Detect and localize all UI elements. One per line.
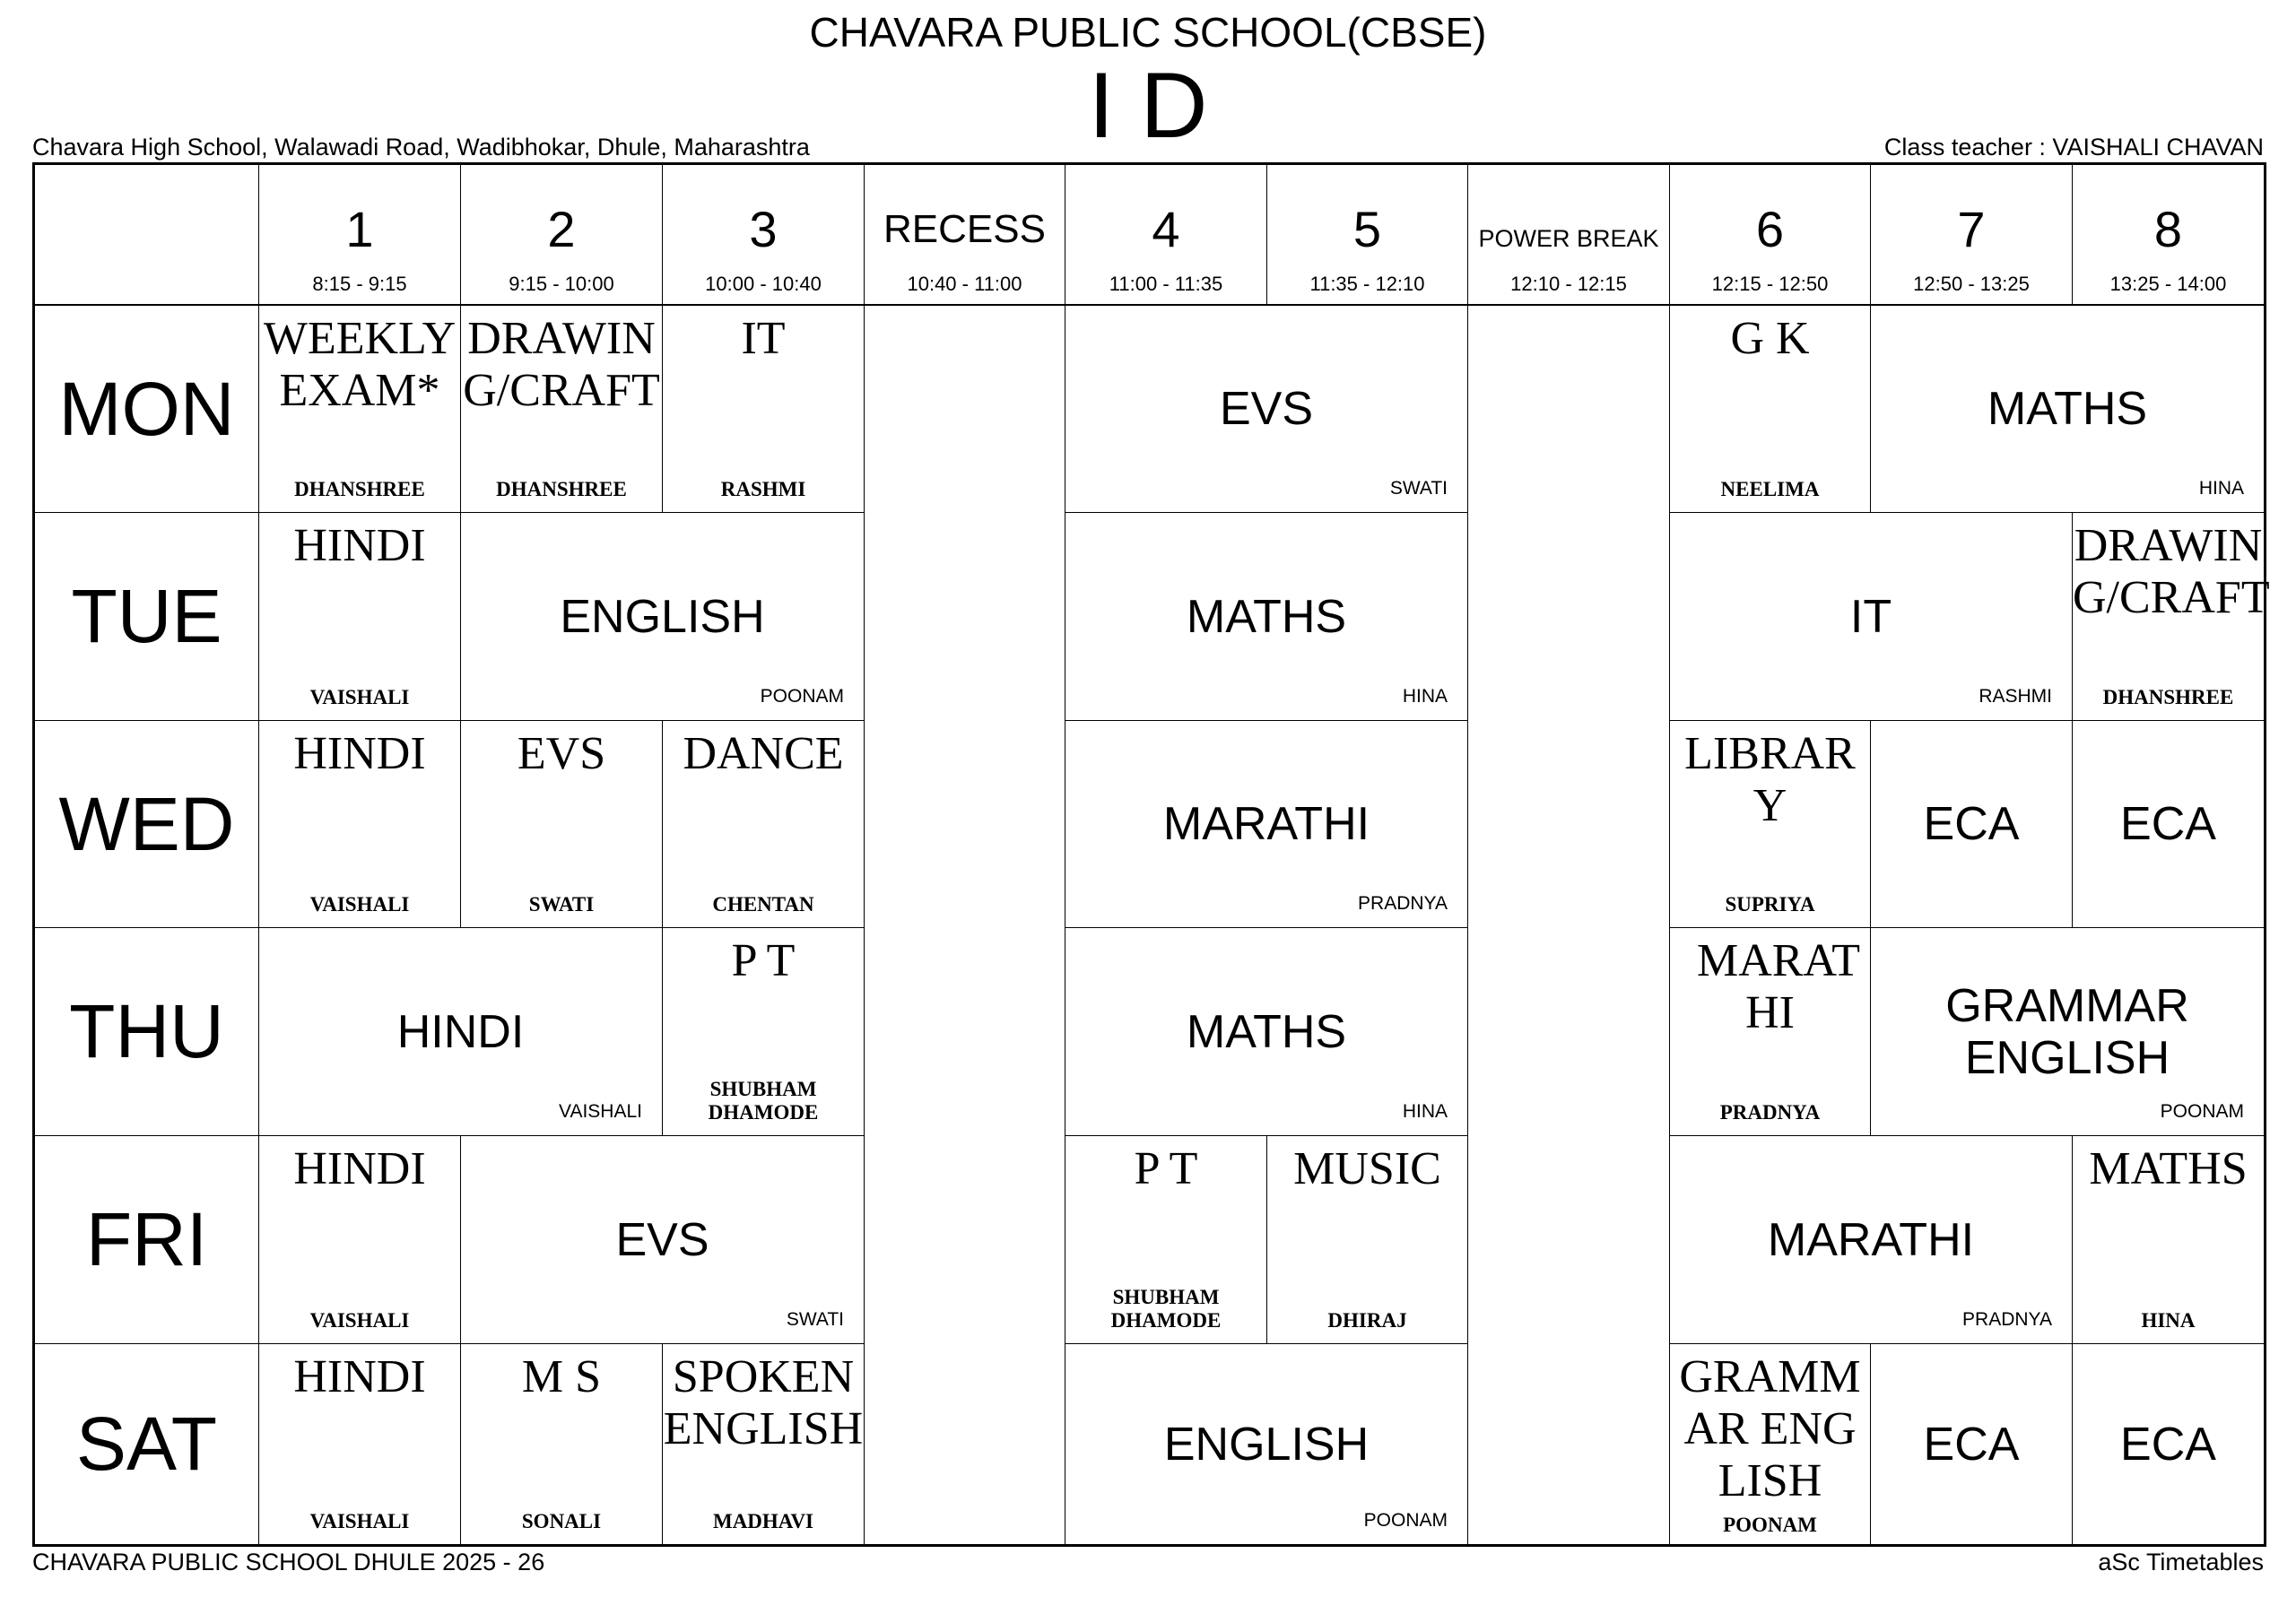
lesson-teacher: SWATI <box>786 1309 844 1330</box>
lesson-subject: IT <box>1849 590 1892 643</box>
lesson-subject: MATHS <box>1987 383 2148 435</box>
lesson-cell-double <box>1065 721 1468 928</box>
lesson-subject: DRAWIN G/CRAFT <box>463 313 660 416</box>
period-number: 3 <box>749 201 778 257</box>
lesson-teacher: RASHMI <box>720 478 806 500</box>
lesson-subject: SPOKEN ENGLISH <box>663 1351 864 1454</box>
lesson-subject: MATHS <box>1186 1005 1347 1058</box>
class-teacher: Class teacher : VAISHALI CHAVAN <box>1883 134 2264 161</box>
lesson-teacher: POONAM <box>2160 1101 2244 1122</box>
lesson-cell <box>461 1344 663 1544</box>
lesson-cell <box>1871 721 2073 928</box>
period-time: 11:35 - 12:10 <box>1309 273 1425 295</box>
lesson-teacher: SHUBHAM DHAMODE <box>708 1078 819 1124</box>
lesson-teacher: PRADNYA <box>1962 1309 2052 1330</box>
class-name: I D <box>1088 54 1208 158</box>
lesson-cell <box>259 1136 461 1344</box>
lesson-cell <box>1670 306 1871 513</box>
lesson-cell <box>461 721 663 928</box>
lesson-subject: HINDI <box>293 1143 426 1194</box>
lesson-cell <box>259 1344 461 1544</box>
period-header <box>2073 165 2264 306</box>
period-header <box>461 165 663 306</box>
lesson-teacher: RASHMI <box>1979 686 2052 707</box>
lesson-cell-double <box>1670 513 2073 721</box>
lesson-teacher: SWATI <box>1389 478 1448 499</box>
lesson-subject: GRAMM AR ENG LISH <box>1679 1351 1861 1506</box>
day-label: WED <box>35 721 259 928</box>
lesson-subject: ENGLISH <box>560 590 765 643</box>
lesson-subject: DANCE <box>683 728 844 779</box>
lesson-teacher: HINA <box>2198 478 2244 499</box>
lesson-cell <box>1267 1136 1468 1344</box>
period-label: POWER BREAK <box>1478 225 1659 252</box>
school-address: Chavara High School, Walawadi Road, Wadibhokar, Dhule, Maharashtra <box>32 134 810 161</box>
recess-column <box>865 306 1065 1544</box>
lesson-teacher: SUPRIYA <box>1725 893 1815 916</box>
lesson-subject: HINDI <box>293 520 426 571</box>
lesson-cell <box>2073 1136 2264 1344</box>
lesson-subject: ECA <box>1923 798 2020 850</box>
day-label: SAT <box>35 1344 259 1544</box>
period-time: 9:15 - 10:00 <box>509 273 614 295</box>
lesson-subject: ECA <box>2120 798 2216 850</box>
day-label: FRI <box>35 1136 259 1344</box>
lesson-subject: ENGLISH <box>1163 1418 1370 1471</box>
lesson-teacher: HINA <box>1402 1101 1448 1122</box>
lesson-cell <box>1670 928 1871 1136</box>
school-name: CHAVARA PUBLIC SCHOOL(CBSE) <box>809 9 1487 56</box>
period-time: 11:00 - 11:35 <box>1109 273 1223 295</box>
period-header <box>1267 165 1468 306</box>
timetable-grid <box>32 162 2270 1547</box>
lesson-cell-double <box>1065 513 1468 721</box>
lesson-teacher: VAISHALI <box>309 893 410 916</box>
period-header <box>663 165 865 306</box>
lesson-teacher: DHANSHREE <box>2102 686 2234 708</box>
lesson-teacher: HINA <box>1402 686 1448 707</box>
lesson-subject: GRAMMAR ENGLISH <box>1945 979 2189 1084</box>
period-header <box>259 165 461 306</box>
lesson-teacher: VAISHALI <box>309 686 410 708</box>
lesson-teacher: DHIRAJ <box>1327 1309 1407 1332</box>
period-time: 12:10 - 12:15 <box>1510 273 1627 295</box>
lesson-cell <box>663 306 865 513</box>
lesson-teacher: SHUBHAM DHAMODE <box>1110 1286 1222 1332</box>
footer-generator: aSc Timetables <box>2098 1549 2264 1575</box>
lesson-subject: HINDI <box>293 1351 426 1402</box>
lesson-cell-double <box>1871 306 2264 513</box>
period-number: 4 <box>1152 201 1180 257</box>
lesson-cell-double <box>1065 306 1468 513</box>
period-time: 12:15 - 12:50 <box>1711 273 1829 295</box>
lesson-subject: EVS <box>1219 383 1314 435</box>
lesson-cell <box>1670 721 1871 928</box>
lesson-cell-double <box>1065 928 1468 1136</box>
period-header <box>1670 165 1871 306</box>
lesson-teacher: NEELIMA <box>1720 478 1820 500</box>
period-number: 1 <box>345 201 374 257</box>
lesson-cell-double <box>1871 928 2264 1136</box>
lesson-subject: HINDI <box>396 1005 525 1058</box>
lesson-subject: MATHS <box>1186 590 1347 643</box>
period-label: RECESS <box>883 207 1046 251</box>
period-header <box>1065 165 1267 306</box>
recess-header <box>865 165 1065 306</box>
footer-school-year: CHAVARA PUBLIC SCHOOL DHULE 2025 - 26 <box>32 1549 545 1575</box>
lesson-cell <box>1065 1136 1267 1344</box>
lesson-cell-double <box>1065 1344 1468 1544</box>
lesson-teacher: VAISHALI <box>309 1510 410 1532</box>
period-number: 8 <box>2153 201 2183 257</box>
lesson-subject: ECA <box>2120 1418 2216 1471</box>
lesson-cell <box>663 721 865 928</box>
lesson-subject: G K <box>1730 313 1810 364</box>
lesson-teacher: VAISHALI <box>309 1309 410 1332</box>
lesson-subject: EVS <box>517 728 606 779</box>
lesson-cell <box>259 306 461 513</box>
period-time: 13:25 - 14:00 <box>2109 273 2227 295</box>
lesson-teacher: POONAM <box>1723 1514 1817 1536</box>
lesson-cell <box>663 928 865 1136</box>
lesson-cell <box>259 721 461 928</box>
lesson-subject: DRAWIN G/CRAFT <box>2073 520 2270 623</box>
lesson-teacher: VAISHALI <box>559 1101 642 1122</box>
lesson-cell <box>1670 1344 1871 1544</box>
period-number: 6 <box>1755 201 1785 257</box>
lesson-cell <box>2073 1344 2264 1544</box>
period-time: 8:15 - 9:15 <box>312 273 407 295</box>
lesson-cell <box>663 1344 865 1544</box>
lesson-cell-double <box>461 513 865 721</box>
lesson-cell-double <box>1670 1136 2073 1344</box>
lesson-cell <box>259 513 461 721</box>
lesson-subject: HINDI <box>293 728 426 779</box>
period-time: 10:00 - 10:40 <box>705 273 822 295</box>
lesson-subject: P T <box>731 935 796 986</box>
power-break-column <box>1468 306 1670 1544</box>
lesson-subject: MARATHI <box>1767 1213 1975 1266</box>
period-number: 2 <box>547 201 576 257</box>
lesson-subject: MARATHI <box>1162 798 1370 850</box>
lesson-subject: EVS <box>615 1213 709 1266</box>
lesson-cell-double <box>259 928 663 1136</box>
lesson-cell <box>461 306 663 513</box>
corner-cell <box>35 165 259 306</box>
lesson-teacher: DHANSHREE <box>294 478 425 500</box>
period-number: 5 <box>1352 201 1382 257</box>
lesson-teacher: HINA <box>2141 1309 2196 1332</box>
lesson-teacher: DHANSHREE <box>496 478 627 500</box>
power-break-header <box>1468 165 1670 306</box>
lesson-teacher: SWATI <box>528 893 595 916</box>
lesson-teacher: MADHAVI <box>712 1510 814 1532</box>
day-label: MON <box>35 306 259 513</box>
period-time: 12:50 - 13:25 <box>1913 273 2030 295</box>
lesson-cell <box>2073 721 2264 928</box>
lesson-subject: M S <box>521 1351 602 1402</box>
lesson-subject: WEEKLY EXAM* <box>263 313 457 416</box>
lesson-cell-double <box>461 1136 865 1344</box>
period-number: 7 <box>1957 201 1986 257</box>
lesson-subject: MARAT HI <box>1697 935 1861 1038</box>
period-time: 10:40 - 11:00 <box>907 273 1022 295</box>
period-header <box>1871 165 2073 306</box>
lesson-teacher: POONAM <box>760 686 844 707</box>
lesson-teacher: CHENTAN <box>712 893 814 916</box>
lesson-teacher: POONAM <box>1363 1510 1448 1531</box>
lesson-cell <box>1871 1344 2073 1544</box>
lesson-teacher: PRADNYA <box>1358 893 1448 914</box>
day-label: TUE <box>35 513 259 721</box>
lesson-subject: MATHS <box>2089 1143 2248 1194</box>
lesson-subject: P T <box>1134 1143 1198 1194</box>
lesson-teacher: PRADNYA <box>1719 1101 1821 1124</box>
lesson-subject: IT <box>741 313 786 364</box>
lesson-teacher: SONALI <box>521 1510 602 1532</box>
lesson-cell <box>2073 513 2270 721</box>
day-label: THU <box>35 928 259 1136</box>
lesson-subject: ECA <box>1923 1418 2020 1471</box>
lesson-subject: LIBRAR Y <box>1684 728 1856 831</box>
lesson-subject: MUSIC <box>1293 1143 1441 1194</box>
